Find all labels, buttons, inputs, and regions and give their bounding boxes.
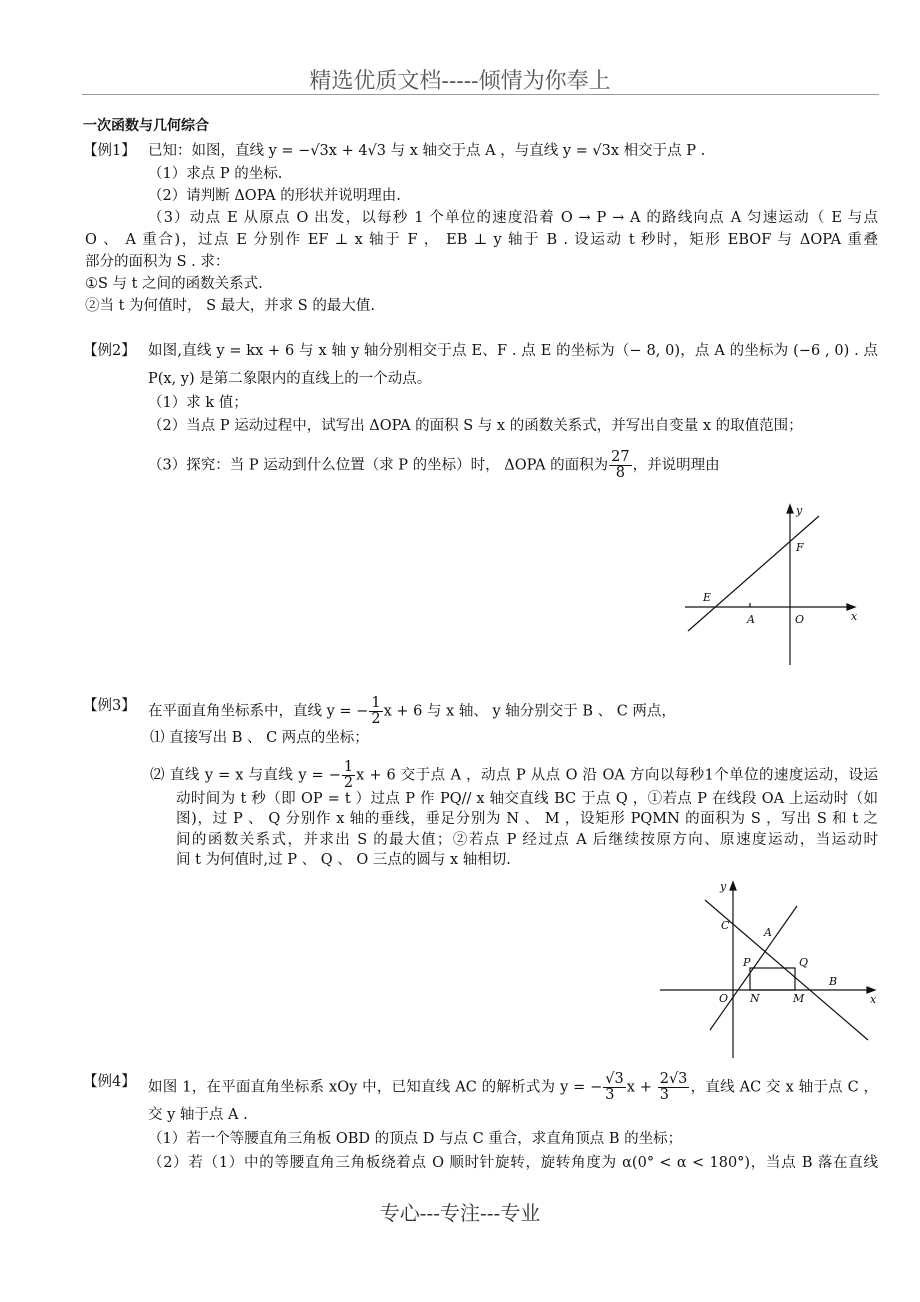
- page-footer: 专心---专注---专业: [379, 1201, 541, 1225]
- fig1-label-x: x: [851, 610, 858, 623]
- text-segment: 部分的面积为 S . 求：: [85, 254, 230, 270]
- fig2-label-o: O: [719, 992, 729, 1005]
- text-segment: （2）若（1）中的等腰直角三角板绕着点 O 顺时针旋转，旋转角度为 α(0° < α < 180°)，当点 B 落在直线: [148, 1155, 878, 1171]
- text-segment: ，直线 AC 交 x 轴于点 C ，: [690, 1079, 879, 1096]
- text-segment: ⑴ 直接写出 B 、 C 两点的坐标；: [150, 730, 369, 746]
- text-segment: ，并说明理由: [632, 457, 720, 474]
- fig2-label-b: B: [829, 975, 838, 988]
- fig2-label-m: M: [793, 992, 805, 1005]
- text-segment: 如图 1，在平面直角坐标系 xOy 中，已知直线 AC 的解析式为 y = −: [148, 1079, 603, 1096]
- text-segment: 间 t 为何值时,过 P 、 Q 、 O 三点的圆与 x 轴相切.: [176, 852, 511, 868]
- figure-example2-labels: [702, 504, 858, 626]
- y-axis-arrow: [787, 505, 793, 513]
- text-segment: （1）求 k 值；: [148, 395, 248, 411]
- fig1-label-y: y: [796, 504, 803, 517]
- fig2-label-p: P: [743, 956, 751, 969]
- text-segment: （3）动点 E 从原点 O 出发，以每秒 1 个单位的速度沿着 O → P → A 的路线向点 A 匀速运动（ E 与点: [148, 210, 878, 226]
- fig1-label-o: O: [795, 613, 805, 626]
- text-segment: （1）求点 P 的坐标.: [148, 166, 283, 182]
- fraction-denominator: 8: [615, 465, 625, 481]
- text-segment: x +: [626, 1079, 657, 1096]
- example-label: 【例2】: [83, 343, 136, 359]
- figure-example3: [660, 882, 875, 1058]
- text-segment: 交 y 轴于点 A .: [148, 1107, 248, 1123]
- text-segment: x + 6 交于点 A ，动点 P 从点 O 沿 OA 方向以每秒1个单位的速度运动，设运: [356, 767, 878, 784]
- fraction-denominator: 3: [659, 1087, 669, 1103]
- fig2-label-q: Q: [799, 956, 809, 969]
- fig2-label-a: A: [764, 926, 772, 939]
- text-segment: （1）若一个等腰直角三角板 OBD 的顶点 D 与点 C 重合，求直角顶点 B 的坐标；: [148, 1131, 683, 1147]
- page-header-title: 精选优质文档-----倾情为你奉上: [309, 69, 611, 94]
- example-label: 【例1】: [83, 143, 136, 159]
- fig1-label-f: F: [796, 541, 804, 554]
- fraction-denominator: 3: [605, 1087, 615, 1103]
- figure-example3-labels: [719, 880, 877, 1006]
- fraction-numerator: 1: [343, 759, 354, 775]
- example-label: 【例4】: [83, 1074, 136, 1090]
- fraction-denominator: 2: [371, 711, 381, 727]
- fig2-label-y: y: [720, 880, 727, 893]
- fraction-numerator: 1: [371, 695, 381, 711]
- text-segment: 间的函数关系式，并求出 S 的最大值；②若点 P 经过点 A 后继续按原方向、原速度运动，当运动时: [176, 832, 878, 848]
- section-title: 一次函数与几何综合: [83, 118, 209, 134]
- fraction-numerator: 2√3: [659, 1071, 688, 1087]
- fraction-denominator: 2: [343, 775, 354, 791]
- text-segment: ①S 与 t 之间的函数关系式.: [85, 276, 263, 292]
- text-segment: ⑵ 直线 y = x 与直线 y = −: [150, 767, 341, 784]
- text-segment: 如图,直线 y = kx + 6 与 x 轴 y 轴分别相交于点 E、F . 点 E 的坐标为（− 8, 0)，点 A 的坐标为 (−6 , 0) . 点: [148, 343, 878, 359]
- figure-example2: [685, 505, 855, 665]
- example-label: 【例3】: [83, 698, 136, 714]
- text-segment: （2）请判断 ΔOPA 的形状并说明理由.: [148, 188, 401, 204]
- fig1-label-e: E: [703, 591, 712, 604]
- text-segment: O 、 A 重合)，过点 E 分别作 EF ⊥ x 轴于 F ， EB ⊥ y 轴于 B . 设运动 t 秒时，矩形 EBOF 与 ΔOPA 重叠: [85, 232, 878, 248]
- text-segment: （3）探究：当 P 运动到什么位置（求 P 的坐标）时， ΔOPA 的面积为: [148, 457, 609, 474]
- text-segment: ②当 t 为何值时， S 最大，并求 S 的最大值.: [85, 298, 375, 314]
- fig2-label-n: N: [750, 992, 760, 1005]
- fraction-numerator: √3: [605, 1071, 624, 1087]
- text-segment: （2）当点 P 运动过程中，试写出 ΔOPA 的面积 S 与 x 的函数关系式，并写出自变量 x 的取值范围；: [148, 418, 803, 434]
- text-segment: 动时间为 t 秒（即 OP = t ）过点 P 作 PQ// x 轴交直线 BC 于点 Q ，①若点 P 在线段 OA 上运动时（如: [176, 791, 878, 807]
- fig2-label-x: x: [870, 993, 877, 1006]
- text-segment: 图)，过 P 、 Q 分别作 x 轴的垂线，垂足分别为 N 、 M ，设矩形 PQMN 的面积为 S ，写出 S 和 t 之: [176, 811, 878, 827]
- fraction-numerator: 27: [611, 449, 630, 465]
- text-segment: 已知：如图，直线 y = −√3x + 4√3 与 x 轴交于点 A ，与直线 y = √3x 相交于点 P .: [148, 143, 706, 159]
- fig1-label-a: A: [747, 613, 755, 626]
- text-segment: P(x, y) 是第二象限内的直线上的一个动点。: [148, 371, 432, 387]
- fig2-label-c: C: [721, 919, 730, 932]
- text-segment: 在平面直角坐标系中，直线 y = −: [148, 703, 369, 720]
- y-axis-arrow: [730, 882, 736, 890]
- text-segment: x + 6 与 x 轴、 y 轴分别交于 B 、 C 两点，: [383, 703, 676, 720]
